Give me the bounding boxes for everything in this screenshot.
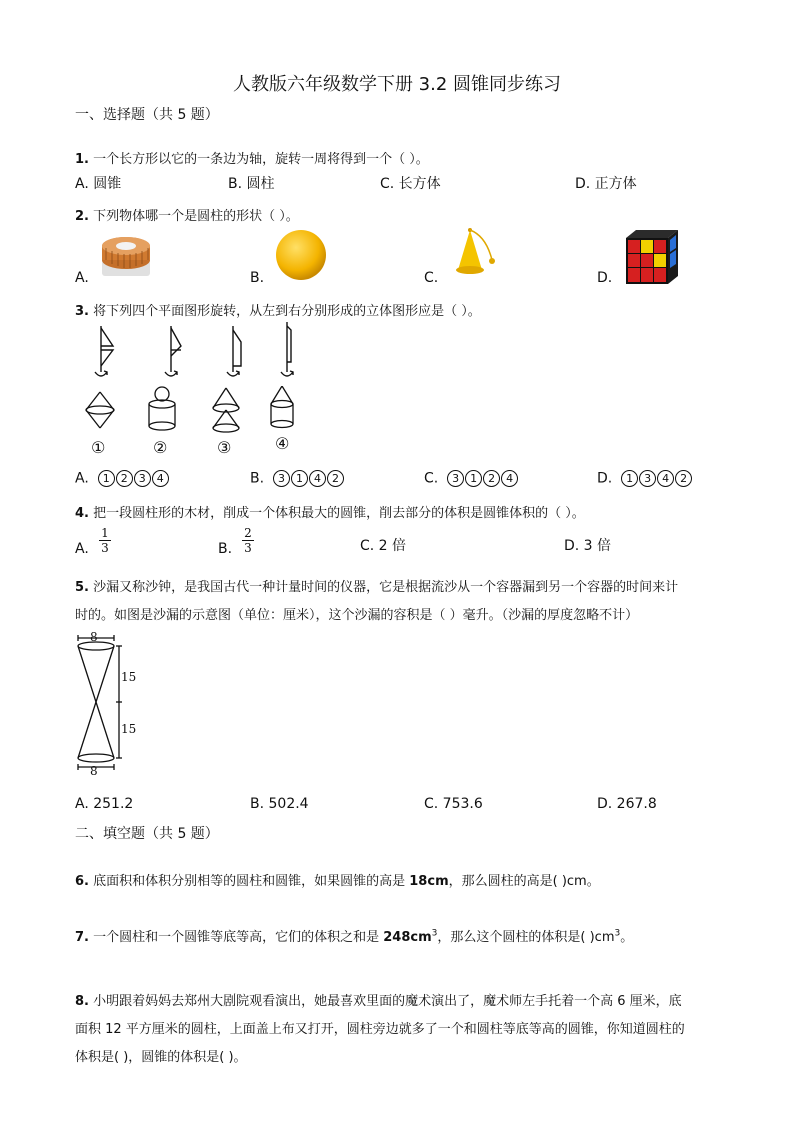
seq-item: 1 xyxy=(291,470,308,487)
hourglass-bottom-diameter: 8 xyxy=(90,764,98,778)
rubiks-cube-icon xyxy=(622,228,680,286)
coil-icon xyxy=(98,226,154,282)
q5-option-a[interactable]: A. 251.2 xyxy=(75,796,134,812)
q1-option-a[interactable]: A. 圆锥 xyxy=(75,176,122,192)
plane-figure-2 xyxy=(165,326,181,376)
q1-option-c[interactable]: C. 长方体 xyxy=(380,176,441,192)
hourglass-upper-height: 15 xyxy=(121,670,137,684)
q4-option-c[interactable]: C. 2 倍 xyxy=(360,538,407,554)
q3-option-c[interactable] xyxy=(424,470,519,487)
hourglass-lower-height: 15 xyxy=(121,722,137,736)
q4-option-b-fraction xyxy=(242,527,254,554)
cone-icon xyxy=(448,224,504,280)
seq-item: 2 xyxy=(327,470,344,487)
question-5-line2: 时的。如图是沙漏的示意图（单位：厘米），这个沙漏的容积是（ ）毫升。（沙漏的厚度忽略不计） xyxy=(75,608,639,623)
seq-item: 4 xyxy=(152,470,169,487)
question-text: 下列物体哪一个是圆柱的形状（ ）。 xyxy=(93,209,299,224)
shape-label-1: ① xyxy=(91,438,106,457)
superscript: 3 xyxy=(614,928,621,939)
page-title: 人教版六年级数学下册 3.2 圆锥同步练习 xyxy=(232,74,562,95)
q4-option-d[interactable]: D. 3 倍 xyxy=(564,538,612,554)
seq-item: 4 xyxy=(657,470,674,487)
seq-item: 3 xyxy=(639,470,656,487)
solid-sphere-cylinder xyxy=(149,387,175,430)
option-label: D. xyxy=(597,470,613,487)
seq-item: 2 xyxy=(675,470,692,487)
q2-label-d[interactable]: D. xyxy=(597,270,613,286)
shape-label-4: ④ xyxy=(275,434,290,453)
q4-option-a-label[interactable]: A. xyxy=(75,541,89,557)
question-1 xyxy=(75,148,429,167)
solid-cone-pair xyxy=(213,388,239,432)
fraction-denominator: 3 xyxy=(101,541,109,555)
question-3 xyxy=(75,300,481,319)
shape-label-3: ③ xyxy=(217,438,232,457)
q3-solid-figures xyxy=(80,386,320,438)
question-text-mid: ，那么这个圆柱的体积是( )cm xyxy=(437,930,615,945)
section-heading-choice: 一、选择题（共 5 题） xyxy=(75,107,219,123)
seq-item: 3 xyxy=(273,470,290,487)
solid-double-cone xyxy=(86,392,114,428)
question-text: 底面积和体积分别相等的圆柱和圆锥，如果圆锥的高是 xyxy=(93,874,410,889)
q2-label-a[interactable]: A. xyxy=(75,270,89,286)
question-number: 8. xyxy=(75,994,89,1009)
shape-label-2: ② xyxy=(153,438,168,457)
question-text-line1: 沙漏又称沙钟，是我国古代一种计量时间的仪器，它是根据流沙从一个容器漏到另一个容器的时间来计 xyxy=(93,580,679,595)
q4-option-b-label[interactable]: B. xyxy=(218,541,233,557)
q5-option-b[interactable]: B. 502.4 xyxy=(250,796,309,812)
section-heading-fill: 二、填空题（共 5 题） xyxy=(75,826,219,842)
seq-item: 3 xyxy=(447,470,464,487)
question-number: 5. xyxy=(75,580,89,595)
q3-plane-figures xyxy=(85,322,325,384)
seq-item: 2 xyxy=(116,470,133,487)
question-number: 2. xyxy=(75,209,89,224)
question-text-end: 。 xyxy=(620,930,634,945)
fraction-numerator: 1 xyxy=(101,526,109,540)
fraction-denominator: 3 xyxy=(244,541,252,555)
plane-figure-4 xyxy=(281,322,293,376)
option-label: B. xyxy=(250,470,265,487)
question-text: 把一段圆柱形的木材，削成一个体积最大的圆锥，削去部分的体积是圆锥体积的（ ）。 xyxy=(93,506,585,521)
question-text: 将下列四个平面图形旋转，从左到右分别形成的立体图形应是（ ）。 xyxy=(93,304,481,319)
question-2 xyxy=(75,205,299,224)
question-8 xyxy=(75,990,682,1009)
question-5 xyxy=(75,576,678,595)
question-8-line3: 体积是( )，圆锥的体积是( )。 xyxy=(75,1050,247,1065)
question-8-line2: 面积 12 平方厘米的圆柱，上面盖上布又打开，圆柱旁边就多了一个和圆柱等底等高的圆锥，你知道圆柱的 xyxy=(75,1022,685,1037)
q1-option-d[interactable]: D. 正方体 xyxy=(575,176,637,192)
question-number: 3. xyxy=(75,304,89,319)
seq-item: 2 xyxy=(483,470,500,487)
question-number: 1. xyxy=(75,152,89,167)
question-number: 4. xyxy=(75,506,89,521)
question-value: 248cm xyxy=(383,930,432,945)
option-label: A. xyxy=(75,470,89,487)
question-7 xyxy=(75,926,633,945)
q3-option-d[interactable] xyxy=(597,470,693,487)
q3-option-a[interactable] xyxy=(75,470,170,487)
question-4 xyxy=(75,502,585,521)
question-text-line1: 小明跟着妈妈去郑州大剧院观看演出，她最喜欢里面的魔术演出了，魔术师左手托着一个高 6 厘米，底 xyxy=(93,994,682,1009)
seq-item: 1 xyxy=(465,470,482,487)
q1-option-b[interactable]: B. 圆柱 xyxy=(228,176,275,192)
q4-option-a-fraction xyxy=(99,527,111,554)
question-text: 一个长方形以它的一条边为轴，旋转一周将得到一个（ ）。 xyxy=(93,152,429,167)
q3-option-b[interactable] xyxy=(250,470,345,487)
question-6 xyxy=(75,870,600,889)
plane-figure-3 xyxy=(227,326,241,376)
ball-icon xyxy=(274,228,328,282)
question-number: 7. xyxy=(75,930,89,945)
seq-item: 4 xyxy=(309,470,326,487)
fraction-numerator: 2 xyxy=(244,526,252,540)
solid-cone-cylinder xyxy=(271,386,293,428)
seq-item: 4 xyxy=(501,470,518,487)
seq-item: 1 xyxy=(621,470,638,487)
q5-option-d[interactable]: D. 267.8 xyxy=(597,796,657,812)
question-value: 18cm xyxy=(409,874,449,889)
hourglass-top-diameter: 8 xyxy=(90,630,98,644)
question-number: 6. xyxy=(75,874,89,889)
q2-label-b[interactable]: B. xyxy=(250,270,265,286)
plane-figure-1 xyxy=(95,326,113,376)
question-text-tail: ，那么圆柱的高是( )cm。 xyxy=(448,874,600,889)
question-text: 一个圆柱和一个圆锥等底等高，它们的体积之和是 xyxy=(93,930,384,945)
option-label: C. xyxy=(424,470,439,487)
hourglass-diagram xyxy=(72,628,152,778)
superscript: 3 xyxy=(431,928,438,939)
q2-label-c[interactable]: C. xyxy=(424,270,439,286)
seq-item: 1 xyxy=(98,470,115,487)
q5-option-c[interactable]: C. 753.6 xyxy=(424,796,483,812)
seq-item: 3 xyxy=(134,470,151,487)
